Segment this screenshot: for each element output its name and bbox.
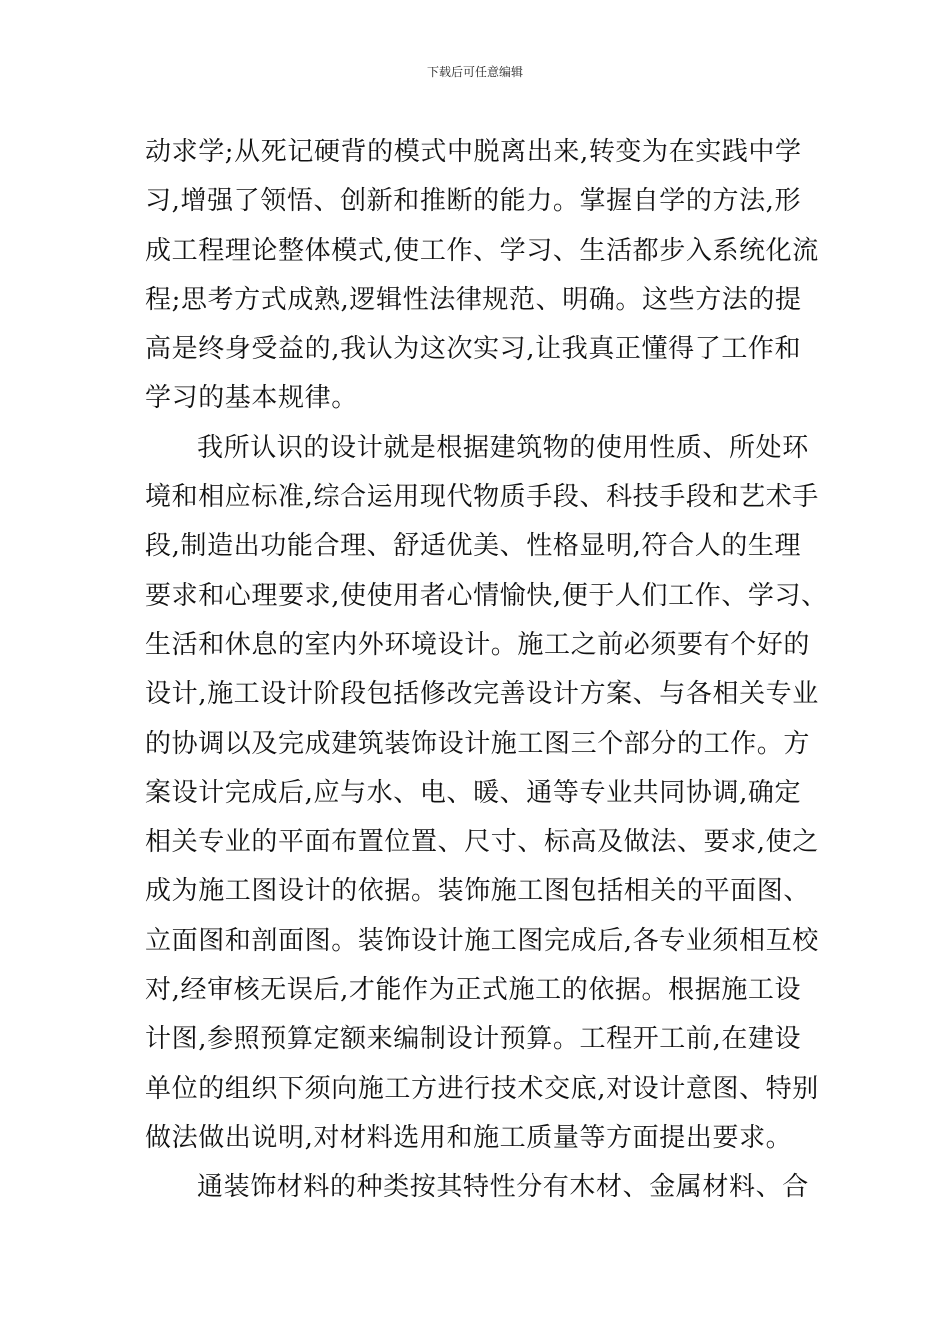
- text-line: 动求学;从死记硬背的模式中脱离出来,转变为在实践中学: [145, 137, 802, 167]
- text-line: 做法做出说明,对材料选用和施工质量等方面提出要求。: [145, 1122, 793, 1153]
- text-line: 生活和休息的室内外环境设计。施工之前必须要有个好的: [145, 629, 811, 660]
- text-line: 单位的组织下须向施工方进行技术交底,对设计意图、特别: [145, 1073, 819, 1104]
- paragraph-first-line: 我所认识的设计就是根据建筑物的使用性质、所处环: [197, 432, 809, 463]
- text-line: 要求和心理要求,使使用者心情愉快,便于人们工作、学习、: [145, 580, 828, 611]
- text-line: 立面图和剖面图。装饰设计施工图完成后,各专业须相互校: [145, 925, 819, 956]
- text-line: 案设计完成后,应与水、电、暖、通等专业共同协调,确定: [145, 777, 802, 808]
- text-line: 对,经审核无误后,才能作为正式施工的依据。根据施工设: [145, 975, 802, 1006]
- text-line: 程;思考方式成熟,逻辑性法律规范、明确。这些方法的提: [145, 284, 802, 315]
- paragraph-first-line: 通装饰材料的种类按其特性分有木材、金属材料、合: [197, 1172, 809, 1203]
- text-line: 境和相应标准,综合运用现代物质手段、科技手段和艺术手: [145, 482, 819, 513]
- text-line: 段,制造出功能合理、舒适优美、性格显明,符合人的生理: [145, 531, 802, 562]
- body-text: [145, 128, 828, 1213]
- text-line: 设计,施工设计阶段包括修改完善设计方案、与各相关专业: [145, 679, 819, 710]
- text-line: 相关专业的平面布置位置、尺寸、标高及做法、要求,使之: [145, 827, 819, 858]
- text-line: 计图,参照预算定额来编制设计预算。工程开工前,在建设: [145, 1024, 802, 1055]
- text-line: 成工程理论整体模式,使工作、学习、生活都步入系统化流: [145, 235, 819, 266]
- text-line: 学习的基本规律。: [145, 383, 358, 414]
- text-line: 高是终身受益的,我认为这次实习,让我真正懂得了工作和: [145, 334, 802, 365]
- text-line: 的协调以及完成建筑装饰设计施工图三个部分的工作。方: [145, 728, 811, 759]
- text-line: 习,增强了领悟、创新和推断的能力。掌握自学的方法,形: [145, 186, 802, 217]
- page-header: 下载后可任意编辑: [426, 65, 523, 79]
- text-line: 成为施工图设计的依据。装饰施工图包括相关的平面图、: [145, 876, 811, 907]
